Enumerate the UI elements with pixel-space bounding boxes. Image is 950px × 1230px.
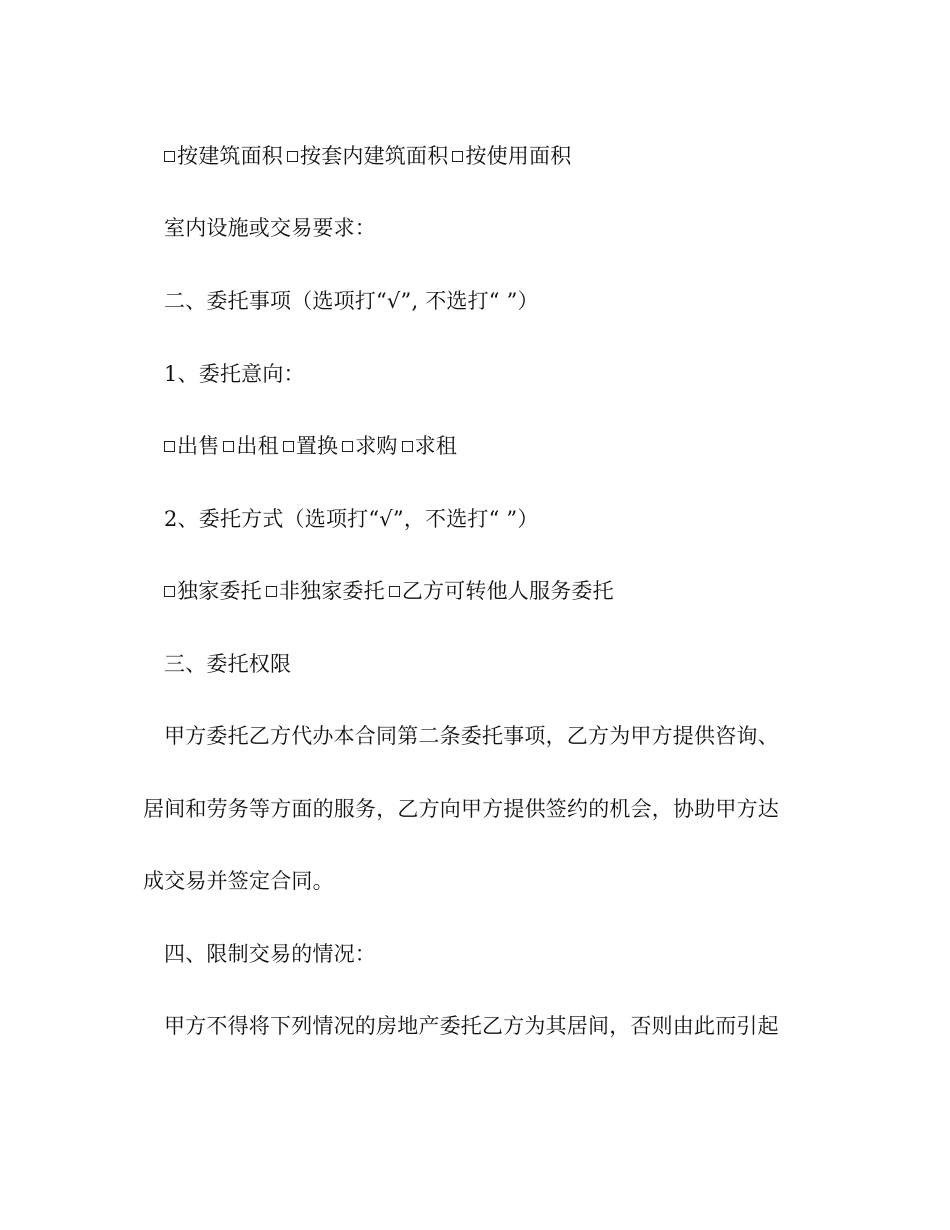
item1-heading: 1、委托意向： <box>164 362 305 386</box>
checkbox[interactable] <box>164 441 175 452</box>
checkbox[interactable] <box>342 441 353 452</box>
section3-paragraph-line: 甲方委托乙方代办本合同第二条委托事项，乙方为甲方提供咨询、 <box>164 724 779 748</box>
section2-heading: 二、委托事项（选项打“√”, 不选打“ ”） <box>164 289 539 313</box>
checkbox[interactable] <box>266 586 277 597</box>
intent-options-line <box>143 432 844 460</box>
option-area-building[interactable]: 按建筑面积 <box>164 142 283 170</box>
item2-heading: 2、委托方式（选项打“√”，不选打“ ”） <box>164 507 539 531</box>
section3-paragraph-line: 居间和劳务等方面的服务，乙方向甲方提供签约的机会，协助甲方达 <box>143 797 779 821</box>
option-exchange[interactable]: 置换 <box>283 432 338 460</box>
area-options-line <box>143 142 844 170</box>
option-lease[interactable]: 出租 <box>223 432 278 460</box>
checkbox[interactable] <box>223 441 234 452</box>
option-rent[interactable]: 求租 <box>402 432 457 460</box>
checkbox[interactable] <box>283 441 294 452</box>
option-non-exclusive[interactable]: 非独家委托 <box>266 577 385 605</box>
section3-heading: 三、委托权限 <box>164 652 292 676</box>
section4-paragraph-line: 甲方不得将下列情况的房地产委托乙方为其居间，否则由此而引起 <box>164 1014 779 1038</box>
checkbox[interactable] <box>164 151 175 162</box>
option-transferable[interactable]: 乙方可转他人服务委托 <box>389 577 614 605</box>
checkbox[interactable] <box>402 441 413 452</box>
option-area-usable[interactable]: 按使用面积 <box>452 142 571 170</box>
section4-heading: 四、限制交易的情况： <box>164 942 376 966</box>
facilities-label: 室内设施或交易要求： <box>164 216 376 240</box>
option-exclusive[interactable]: 独家委托 <box>164 577 262 605</box>
option-buy[interactable]: 求购 <box>342 432 397 460</box>
mode-options-line <box>143 577 844 605</box>
checkbox[interactable] <box>452 151 463 162</box>
checkbox[interactable] <box>287 151 298 162</box>
option-area-inner[interactable]: 按套内建筑面积 <box>287 142 448 170</box>
section3-paragraph-line: 成交易并签定合同。 <box>143 869 334 893</box>
checkbox[interactable] <box>164 586 175 597</box>
option-sell[interactable]: 出售 <box>164 432 219 460</box>
checkbox[interactable] <box>389 586 400 597</box>
